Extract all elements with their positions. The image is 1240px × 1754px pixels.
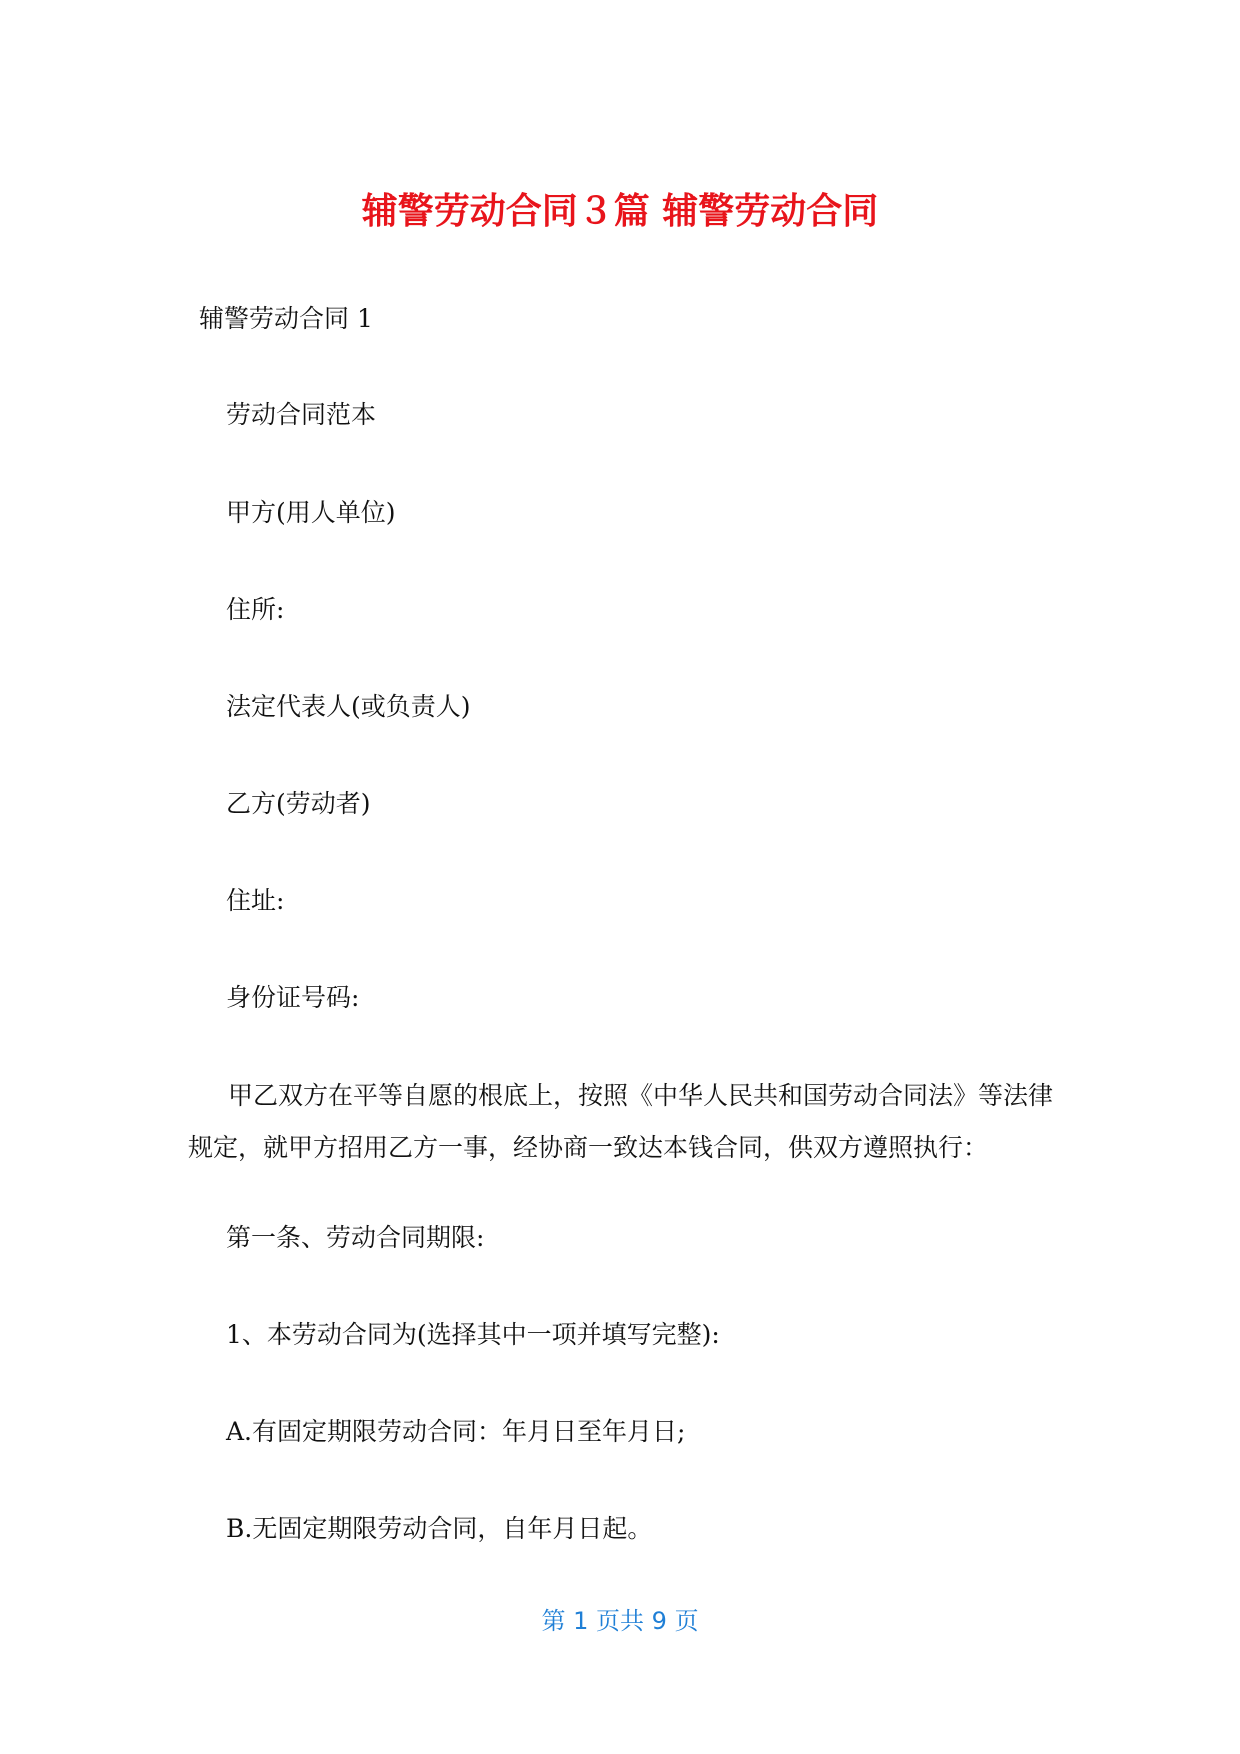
clause-option-a: A.有固定期限劳动合同：年月日至年月日; bbox=[226, 1417, 686, 1446]
page-footer bbox=[0, 1605, 1240, 1637]
preamble-paragraph: 甲乙双方在平等自愿的根底上，按照《中华人民共和国劳动合同法》等法律规定，就甲方招用乙方一事，经协商一致达本钱合同，供双方遵照执行： bbox=[188, 1081, 1054, 1162]
id-number-label: 身份证号码: bbox=[226, 983, 360, 1012]
clause-option-b: B.无固定期限劳动合同，自年月日起。 bbox=[226, 1514, 653, 1543]
party-a-address-label: 住所: bbox=[226, 595, 285, 624]
document-title: 辅警劳动合同３篇 辅警劳动合同 bbox=[361, 191, 879, 232]
legal-representative-label: 法定代表人(或负责人) bbox=[226, 692, 471, 721]
contract-template-label: 劳动合同范本 bbox=[226, 400, 377, 429]
party-b-address-label: 住址: bbox=[226, 886, 285, 915]
footer-page-number: 1 bbox=[573, 1607, 589, 1635]
footer-middle: 页共 bbox=[596, 1607, 644, 1635]
party-b-label: 乙方(劳动者) bbox=[226, 789, 371, 818]
article-one-heading: 第一条、劳动合同期限: bbox=[226, 1223, 485, 1252]
footer-prefix: 第 bbox=[541, 1607, 566, 1635]
party-a-label: 甲方(用人单位) bbox=[226, 498, 396, 527]
footer-total-pages: 9 bbox=[651, 1607, 667, 1635]
footer-suffix: 页 bbox=[674, 1607, 699, 1635]
section-heading: 辅警劳动合同 1 bbox=[199, 304, 373, 333]
clause-1: 1、本劳动合同为(选择其中一项并填写完整): bbox=[226, 1320, 720, 1349]
